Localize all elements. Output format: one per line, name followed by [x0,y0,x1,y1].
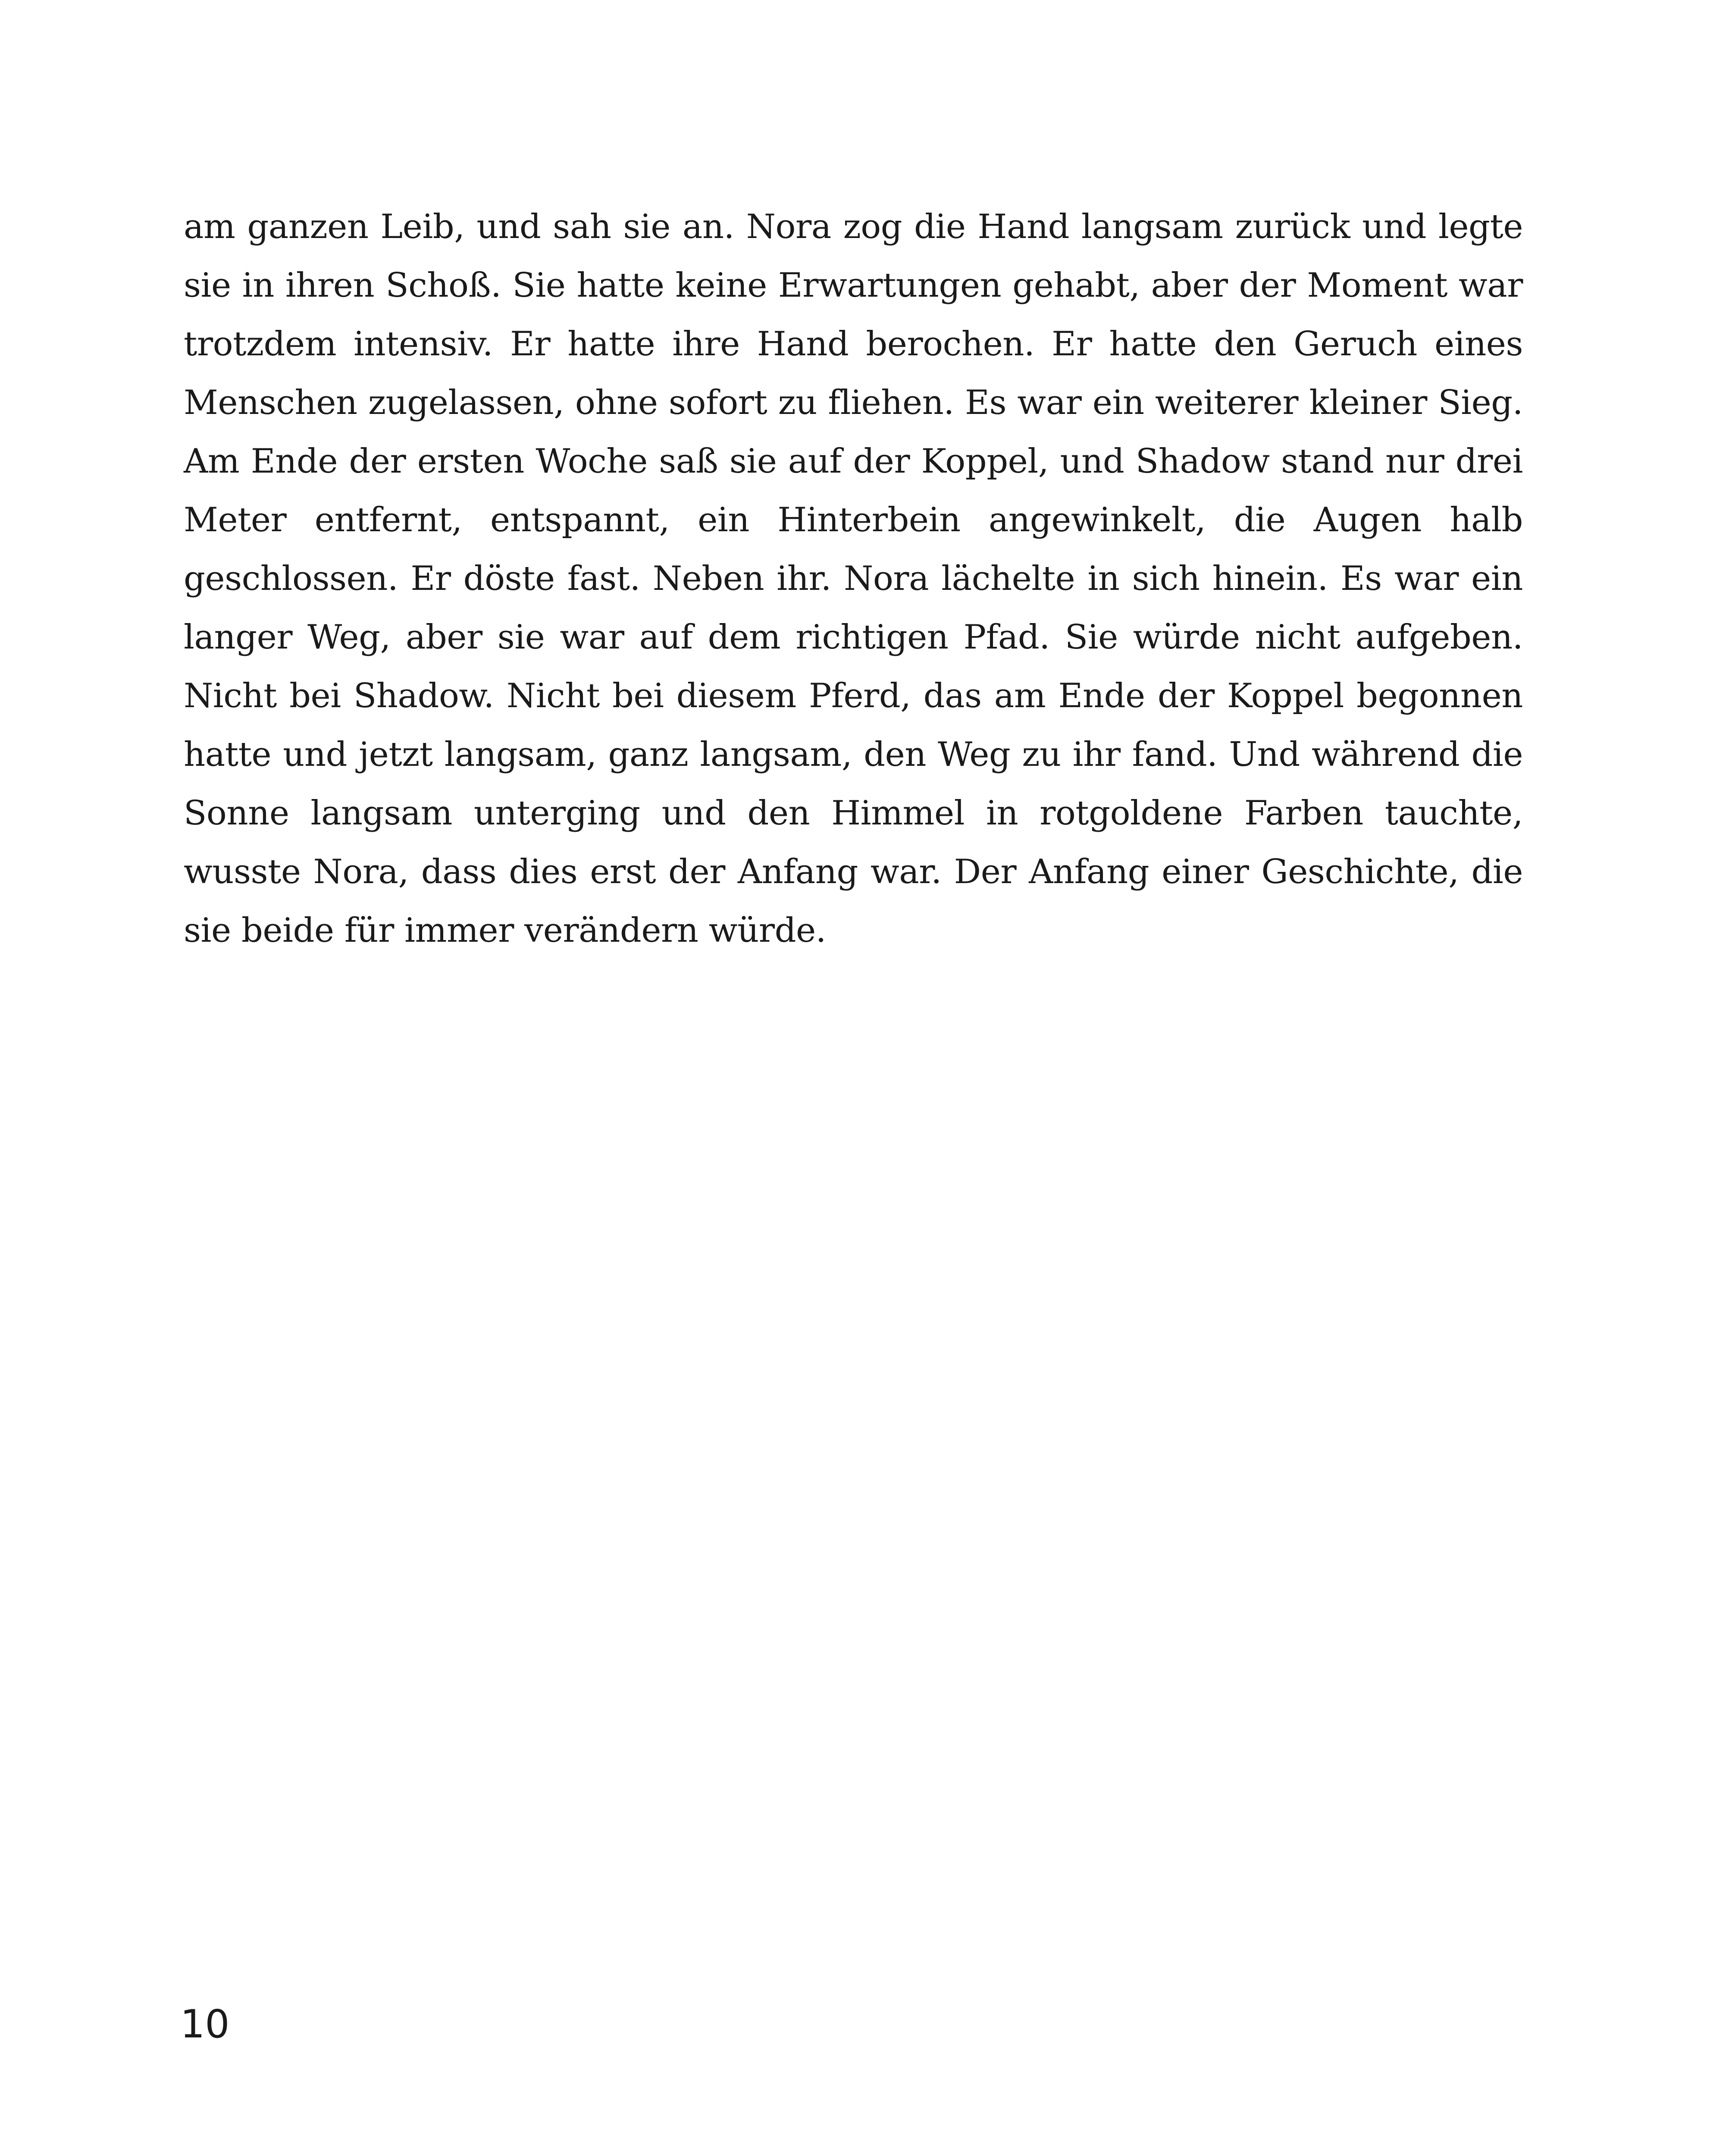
body-paragraph: am ganzen Leib, und sah sie an. Nora zog die Hand langsam zurück und legte sie in ihren Schoß. Sie hatte keine Erwartungen gehabt, aber der Moment war trotzdem intensiv. Er hatte ihre Hand berochen. Er hatte den Geruch eines Menschen zugelassen, ohne sofort zu fliehen. Es war ein weiterer kleiner Sieg. Am Ende der ersten Woche saß sie auf der Koppel, und Shadow stand nur drei Meter entfernt, entspannt, ein Hinterbein angewinkelt, die Augen halb geschlossen. Er döste fast. Neben ihr. Nora lächelte in sich hinein. Es war ein langer Weg, aber sie war auf dem richtigen Pfad. Sie würde nicht aufgeben. Nicht bei Shadow. Nicht bei diesem Pferd, das am Ende der Koppel begonnen hatte und jetzt langsam, ganz langsam, den Weg zu ihr fand. Und während die Sonne langsam unterging und den Himmel in rotgoldene Farben tauchte, wusste Nora, dass dies erst der Anfang war. Der Anfang einer Geschichte, die sie beide für immer verändern würde. [184,207,1523,950]
page-number: 10 [180,2002,230,2047]
